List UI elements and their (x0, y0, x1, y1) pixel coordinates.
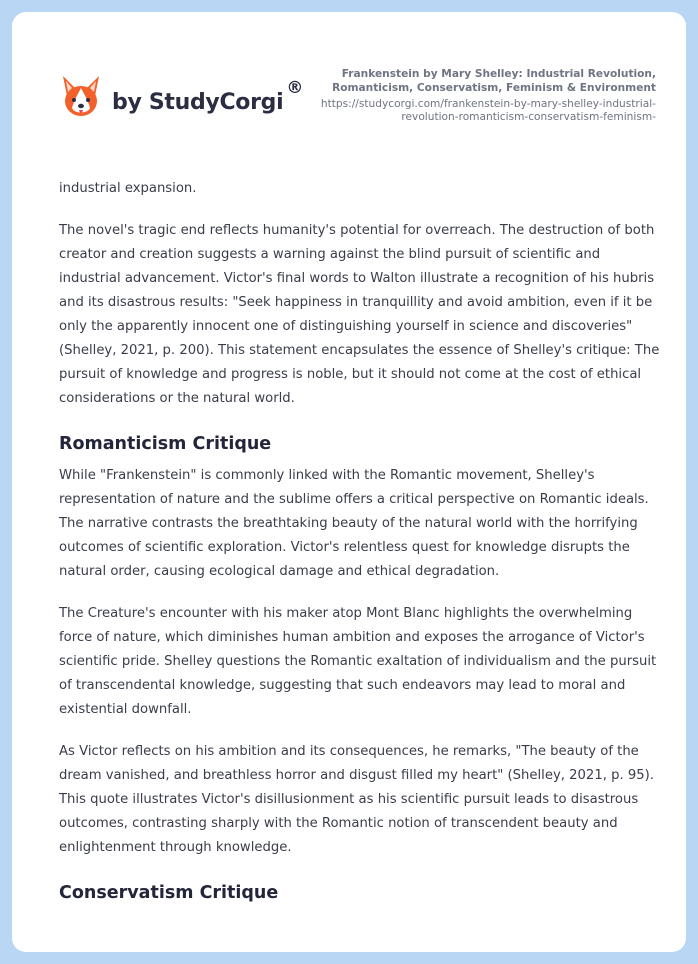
document-page (12, 12, 686, 952)
studycorgi-logo[interactable] (60, 74, 303, 120)
corgi-head-icon (60, 74, 102, 120)
brand-name-text: by StudyCorgi (112, 89, 284, 115)
document-url[interactable]: https://studycorgi.com/frankenstein-by-mary-shelley-industrial-revolution-romanticism-conservatism-feminism- (320, 98, 656, 123)
paragraph: industrial expansion. (59, 181, 197, 196)
brand-name (112, 77, 304, 115)
section-heading: Romanticism Critique (59, 434, 272, 454)
document-reference (296, 67, 656, 124)
document-title: Frankenstein by Mary Shelley: Industrial Revolution, Romanticism, Conservatism, Feminism & Environment (332, 68, 656, 94)
section-heading: Conservatism Critique (59, 883, 279, 903)
paragraph: The novel's tragic end reflects humanity's potential for overreach. The destruction of both creator and creation suggests a warning against the blind pursuit of scientific and industrial advancement. Victor's final words to Walton illustrate a recognition of his hubris and its disastrous results: "Seek happiness in tranquillity and avoid ambition, even if it be only the apparently innocent one of distinguishing yourself in science and discoveries" (Shelley, 2021, p. 200). This statement encapsulates the essence of Shelley's critique: The pursuit of knowledge and progress is noble, but it should not come at the cost of ethical considerations or the natural world. (59, 223, 660, 406)
registered-mark: ® (286, 77, 304, 98)
article-body (59, 177, 661, 913)
page-header (12, 12, 686, 152)
paragraph: As Victor reflects on his ambition and its consequences, he remarks, "The beauty of the dream vanished, and breathless horror and disgust filled my heart" (Shelley, 2021, p. 95). This quote illustrates Victor's disillusionment as his scientific pursuit leads to disastrous outcomes, contrasting sharply with the Romantic notion of transcendent beauty and enlightenment through knowledge. (59, 744, 654, 855)
paragraph: The Creature's encounter with his maker atop Mont Blanc highlights the overwhelming force of nature, which diminishes human ambition and exposes the arrogance of Victor's scientific pride. Shelley questions the Romantic exaltation of individualism and the pursuit of transcendental knowledge, suggesting that such endeavors may lead to moral and existential downfall. (59, 606, 657, 717)
paragraph: While "Frankenstein" is commonly linked with the Romantic movement, Shelley's representation of nature and the sublime offers a critical perspective on Romantic ideals. The narrative contrasts the breathtaking beauty of the natural world with the horrifying outcomes of scientific exploration. Victor's relentless quest for knowledge disrupts the natural order, causing ecological damage and ethical degradation. (59, 468, 649, 579)
